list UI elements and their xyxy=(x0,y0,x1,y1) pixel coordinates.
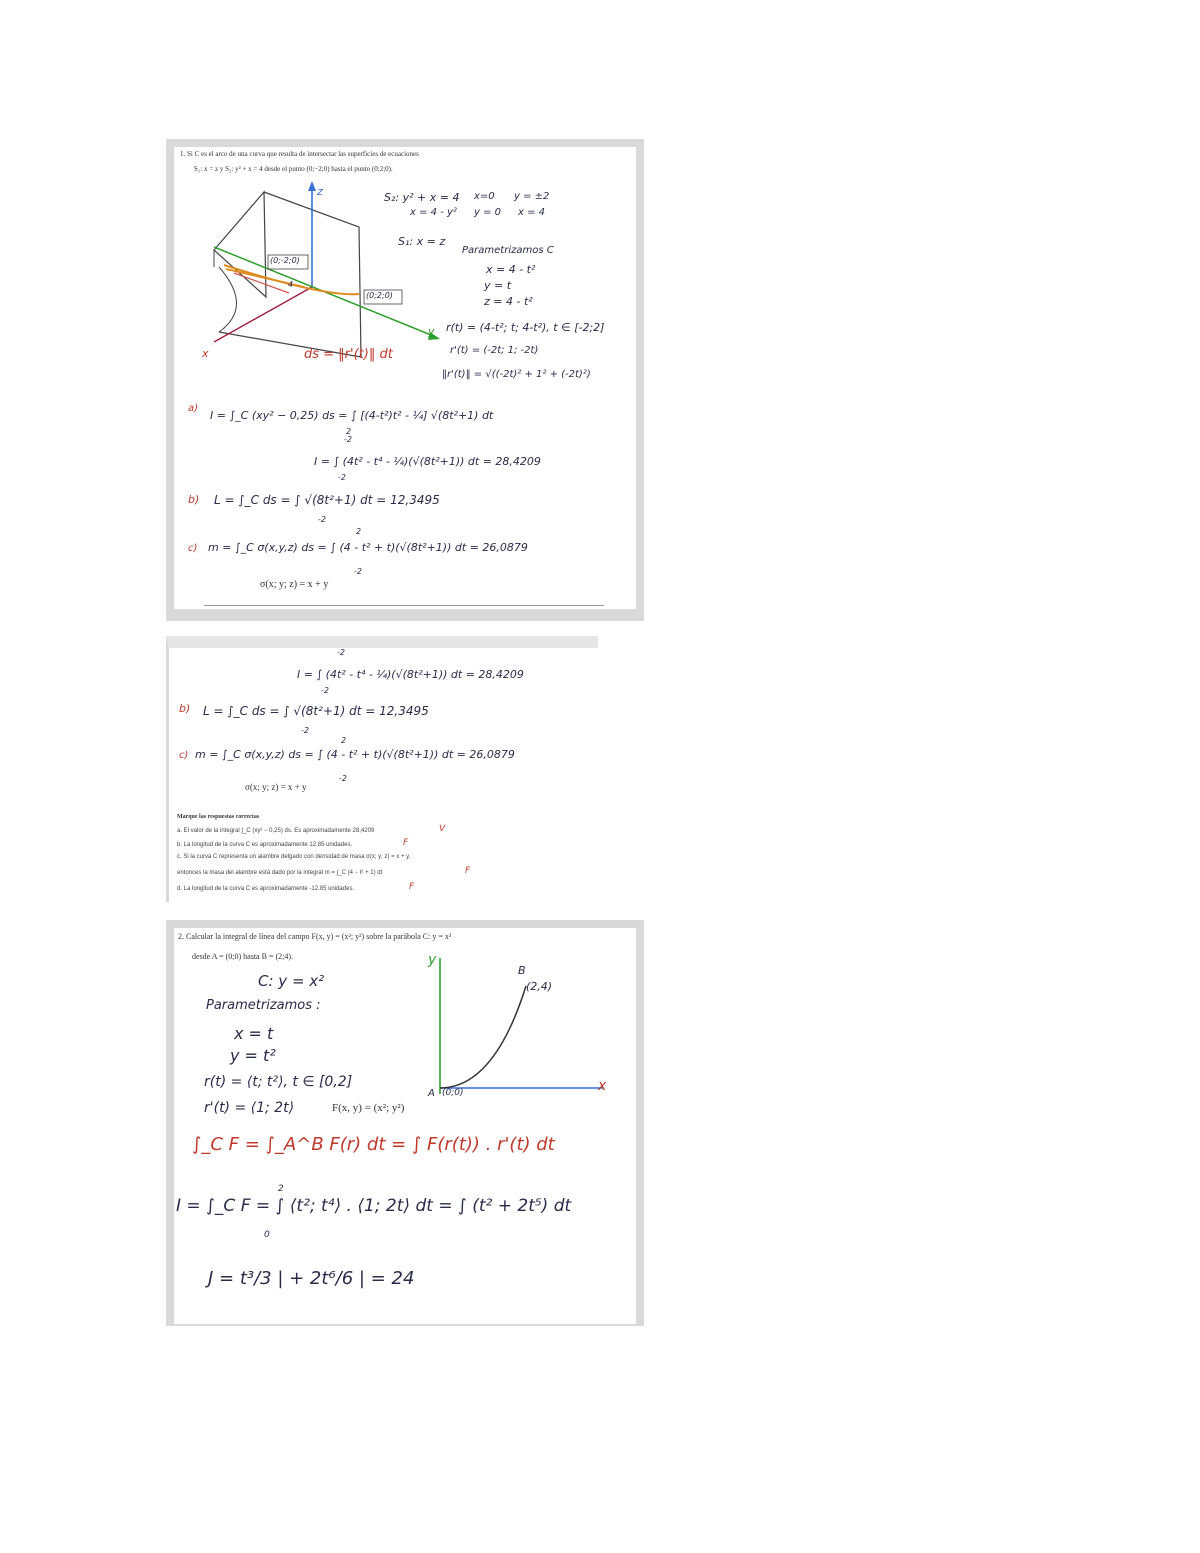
param-z: z = 4 - t² xyxy=(484,295,533,308)
part-c-equation: m = ∫_C σ(x,y,z) ds = ∫ (4 - t² + t)(√(8t²+1)) dt = 26,0879 xyxy=(208,541,528,554)
part-a-label: a) xyxy=(188,403,199,414)
part-c-equation: m = ∫_C σ(x,y,z) ds = ∫ (4 - t² + t)(√(8t²+1)) dt = 26,0879 xyxy=(195,748,515,761)
s2-x-four: x = 4 xyxy=(518,207,546,218)
part-c-lower-limit: -2 xyxy=(339,774,347,783)
integral-lower-limit: 0 xyxy=(264,1230,270,1240)
problem-2-statement-line1: 2. Calcular la integral de línea del campo F(x, y) = (x²; y²) sobre la parábola C: y = x² xyxy=(178,932,452,941)
density-function: σ(x; y; z) = x + y xyxy=(260,579,329,590)
part-b-lower-limit: -2 xyxy=(301,726,309,735)
part-c-upper-limit: 2 xyxy=(341,736,347,745)
s2-x-expression: x = 4 - y² xyxy=(410,207,457,218)
answers-title: Marque las respuestas correctas xyxy=(177,814,260,820)
y-axis-label: y xyxy=(428,325,435,338)
point-b-coordinates: (2,4) xyxy=(526,980,553,993)
part-a-result: I = ∫ (4t² - t⁴ - ¼)(√(8t²+1)) dt = 28,4209 xyxy=(314,455,541,468)
answer-c-mark: F xyxy=(465,866,471,876)
integral-equation: I = ∫_C F = ∫ ⟨t²; t⁴⟩ . ⟨1; 2t⟩ dt = ∫ (t² + 2t⁵) dt xyxy=(176,1196,572,1216)
point-a-coordinates: (0;0) xyxy=(442,1088,464,1098)
param-x: x = t xyxy=(234,1024,274,1043)
point-a-label: (0;-2;0) xyxy=(270,256,300,265)
problem-1-answers-panel xyxy=(166,636,598,902)
ds-definition: ds = ‖r'(t)‖ dt xyxy=(304,347,393,362)
problem-2-panel xyxy=(166,920,644,1326)
answer-b: b. La longitud de la curva C es aproximadamente 12,85 unidades. xyxy=(177,842,353,848)
norm-r-prime: ‖r'(t)‖ = √((-2t)² + 1² + (-2t)²) xyxy=(442,369,591,380)
point-b-label: (0;2;0) xyxy=(366,291,393,300)
r-prime: r'(t) = ⟨1; 2t⟩ xyxy=(204,1100,295,1116)
part-c-upper-limit: 2 xyxy=(356,527,362,536)
part-a-upper-limit: 2 xyxy=(346,427,352,436)
curve-equation: C: y = x² xyxy=(258,972,325,990)
final-result: J = t³/3 | + 2t⁶/6 | = 24 xyxy=(208,1268,415,1289)
answer-c: c. Si la curva C representa un alambre delgado con densidad de masa σ(x; y; z) = x + y, xyxy=(177,854,411,860)
answer-b-mark: F xyxy=(403,838,409,848)
r-of-t: r(t) = ⟨t; t²⟩, t ∈ [0,2] xyxy=(204,1074,353,1090)
problem-1-panel xyxy=(166,139,644,621)
part-b-label: b) xyxy=(179,702,191,715)
y-axis-label: y xyxy=(428,952,437,968)
part-a-result-lower-limit: -2 xyxy=(338,473,346,482)
density-function: σ(x; y; z) = x + y xyxy=(245,782,307,792)
z-axis-label: z xyxy=(317,185,323,198)
part-c-label: c) xyxy=(188,543,198,554)
part-b-lower-limit: -2 xyxy=(318,515,326,524)
part-a-result: I = ∫ (4t² - t⁴ - ¼)(√(8t²+1)) dt = 28,4209 xyxy=(297,668,524,681)
param-y: y = t² xyxy=(230,1046,276,1065)
vector-field: F(x, y) = (x²; y²) xyxy=(332,1102,405,1114)
part-a-lower-limit: -2 xyxy=(344,435,352,444)
problem-1-statement-line1: 1. Si C es el arco de una curva que resulta de intersectar las superficies de ecuaciones xyxy=(180,150,419,158)
surface-intersection-sketch xyxy=(174,147,644,397)
param-y: y = t xyxy=(484,279,512,292)
x-axis-label: x xyxy=(202,347,209,360)
part-a-result-lower-limit: -2 xyxy=(321,686,329,695)
param-x: x = 4 - t² xyxy=(486,263,536,276)
parabola-graph xyxy=(174,928,644,1128)
part-b-equation: L = ∫_C ds = ∫ √(8t²+1) dt = 12,3495 xyxy=(214,493,440,507)
s2-equation: S₂: y² + x = 4 xyxy=(384,191,460,204)
answer-c-continued: entonces la masa del alambre está dado por la integral m = ∫_C (4 − t² + 1) dt xyxy=(177,870,383,876)
part-c-label: c) xyxy=(179,750,189,761)
integral-upper-limit: 2 xyxy=(278,1184,284,1194)
answer-a-mark: V xyxy=(439,824,446,834)
part-a-equation: I = ∫_C (xy² − 0,25) ds = ∫ [(4-t²)t² - ¼] √(8t²+1) dt xyxy=(210,409,494,422)
s1-equation: S₁: x = z xyxy=(398,235,446,248)
s2-x-zero: x=0 xyxy=(474,191,495,202)
answer-d: d. La longitud de la curva C es aproximadamente -12.85 unidades. xyxy=(177,886,355,892)
divider xyxy=(204,605,604,606)
answer-d-mark: F xyxy=(409,882,415,892)
s2-y-zero: y = 0 xyxy=(474,207,502,218)
r-of-t: r(t) = (4-t²; t; 4-t²), t ∈ [-2;2] xyxy=(446,321,605,334)
r-prime: r'(t) = (-2t; 1; -2t) xyxy=(450,345,539,356)
problem-2-statement-line2: desde A = (0;0) hasta B = (2;4). xyxy=(192,952,294,961)
part-b-label: b) xyxy=(188,493,200,506)
part-c-lower-limit: -2 xyxy=(354,567,362,576)
point-a-label: A xyxy=(428,1088,435,1099)
s2-y-pm2: y = ±2 xyxy=(514,191,550,202)
label-4: 4 xyxy=(288,280,294,289)
problem-1-statement-line2: S₁: x = z y S₂: y² + x = 4 desde el punto (0;−2;0) hasta el punto (0;2;0). xyxy=(194,165,393,173)
part-b-equation: L = ∫_C ds = ∫ √(8t²+1) dt = 12,3495 xyxy=(203,704,429,718)
param-title: Parametrizamos C xyxy=(462,245,554,256)
result-top-limit: -2 xyxy=(337,648,345,657)
answer-a: a. El valor de la integral ∫_C (xy² − 0,25) ds. Es aproximadamente 28,4209 xyxy=(177,828,375,834)
x-axis-label: x xyxy=(598,1078,607,1094)
work-integral-equation: ∫_C F = ∫_A^B F(r) dt = ∫ F(r(t)) . r'(t) dt xyxy=(192,1134,555,1155)
param-title: Parametrizamos : xyxy=(206,998,321,1013)
point-b-label: B xyxy=(518,964,526,977)
